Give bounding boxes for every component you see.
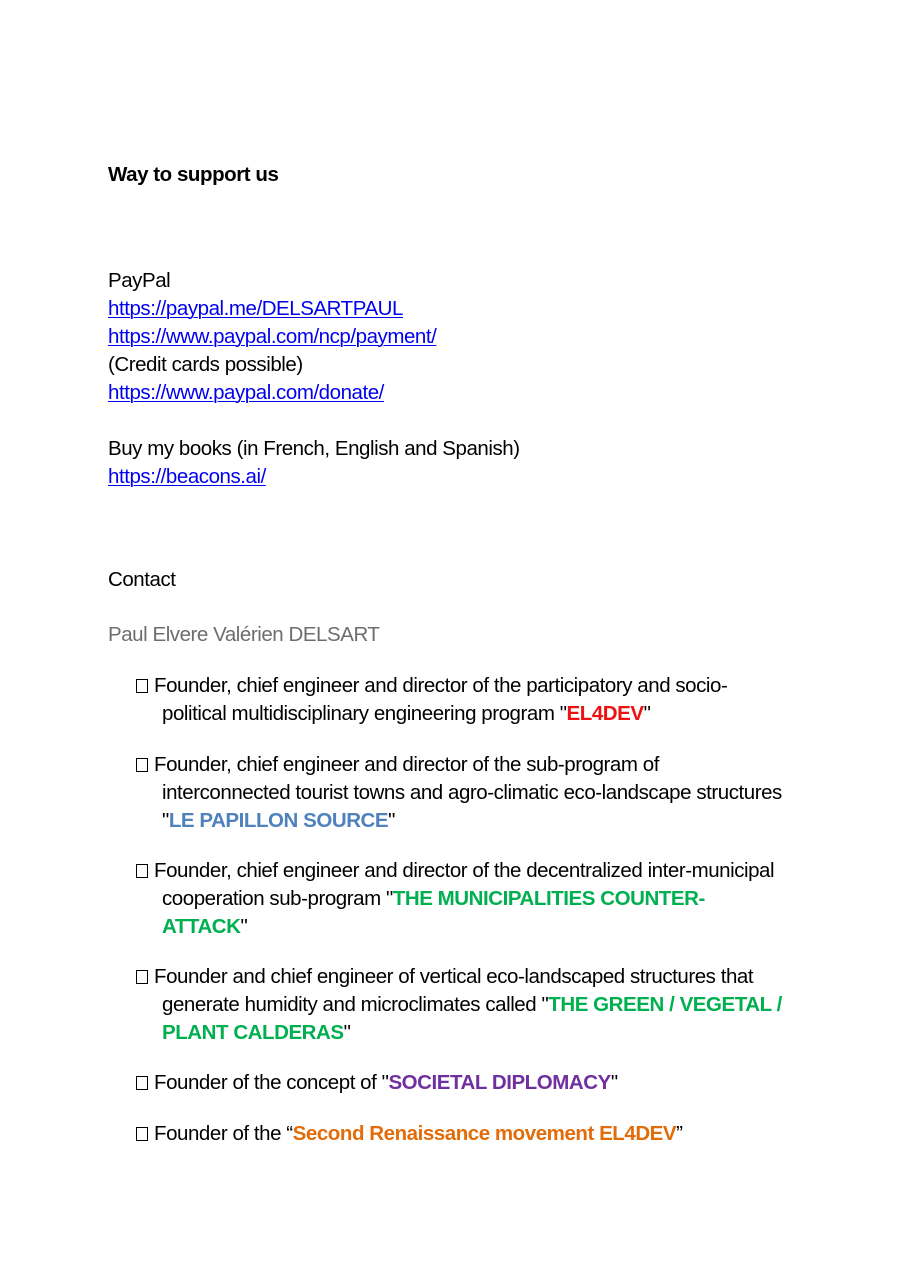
quote-mark: " xyxy=(240,915,248,938)
list-item xyxy=(136,1120,836,1148)
item-text: interconnected tourist towns and agro-climatic eco-landscape structures xyxy=(162,781,782,804)
paypal-donate-link[interactable]: https://www.paypal.com/donate/ xyxy=(108,381,384,404)
contact-name: Paul Elvere Valérien DELSART xyxy=(108,623,380,646)
support-heading: Way to support us xyxy=(108,163,279,186)
paypal-label: PayPal xyxy=(108,269,171,292)
program-name-green-calderas: THE GREEN / VEGETAL / xyxy=(548,993,782,1016)
checkbox-bullet-icon xyxy=(136,758,148,772)
program-name-municipalities-counter-attack: THE MUNICIPALITIES COUNTER- xyxy=(392,887,705,910)
quote-mark: ” xyxy=(676,1122,683,1145)
paypal-me-link[interactable]: https://paypal.me/DELSARTPAUL xyxy=(108,297,403,320)
item-text: generate humidity and microclimates called " xyxy=(162,993,549,1016)
list-item xyxy=(136,751,836,835)
item-text: Founder, chief engineer and director of the participatory and socio- xyxy=(154,674,728,697)
checkbox-bullet-icon xyxy=(136,1076,148,1090)
quote-mark: " xyxy=(388,809,395,832)
quote-mark: " xyxy=(162,809,169,832)
checkbox-bullet-icon xyxy=(136,679,148,693)
item-text: political multidisciplinary engineering program " xyxy=(162,702,567,725)
quote-mark: " xyxy=(610,1071,618,1094)
books-label: Buy my books (in French, English and Spanish) xyxy=(108,437,520,460)
program-name-papillon-source: LE PAPILLON SOURCE xyxy=(168,809,389,832)
checkbox-bullet-icon xyxy=(136,864,148,878)
checkbox-bullet-icon xyxy=(136,970,148,984)
item-text: Founder and chief engineer of vertical eco-landscaped structures that xyxy=(154,965,754,988)
item-text: Founder of the “ xyxy=(154,1122,293,1145)
beacons-link[interactable]: https://beacons.ai/ xyxy=(108,465,266,488)
list-item xyxy=(136,1069,836,1097)
list-item xyxy=(136,857,836,941)
list-item xyxy=(136,672,836,728)
checkbox-bullet-icon xyxy=(136,1127,148,1141)
program-name-green-calderas-cont: PLANT CALDERAS xyxy=(162,1021,344,1044)
credit-cards-note: (Credit cards possible) xyxy=(108,353,303,376)
item-text: Founder, chief engineer and director of the decentralized inter-municipal xyxy=(154,859,775,882)
list-item xyxy=(136,963,836,1047)
contact-heading: Contact xyxy=(108,568,176,591)
quote-mark: " xyxy=(343,1021,351,1044)
program-name-municipalities-counter-attack-cont: ATTACK xyxy=(162,915,241,938)
program-name-el4dev: EL4DEV xyxy=(566,702,644,725)
paypal-ncp-payment-link[interactable]: https://www.paypal.com/ncp/payment/ xyxy=(108,325,437,348)
item-text: cooperation sub-program " xyxy=(162,887,393,910)
item-text: Founder, chief engineer and director of the sub-program of xyxy=(154,753,659,776)
quote-mark: " xyxy=(643,702,651,725)
concept-name-societal-diplomacy: SOCIETAL DIPLOMACY xyxy=(388,1071,611,1094)
movement-name-second-renaissance: Second Renaissance movement EL4DEV xyxy=(292,1122,677,1145)
item-text: Founder of the concept of " xyxy=(154,1071,389,1094)
